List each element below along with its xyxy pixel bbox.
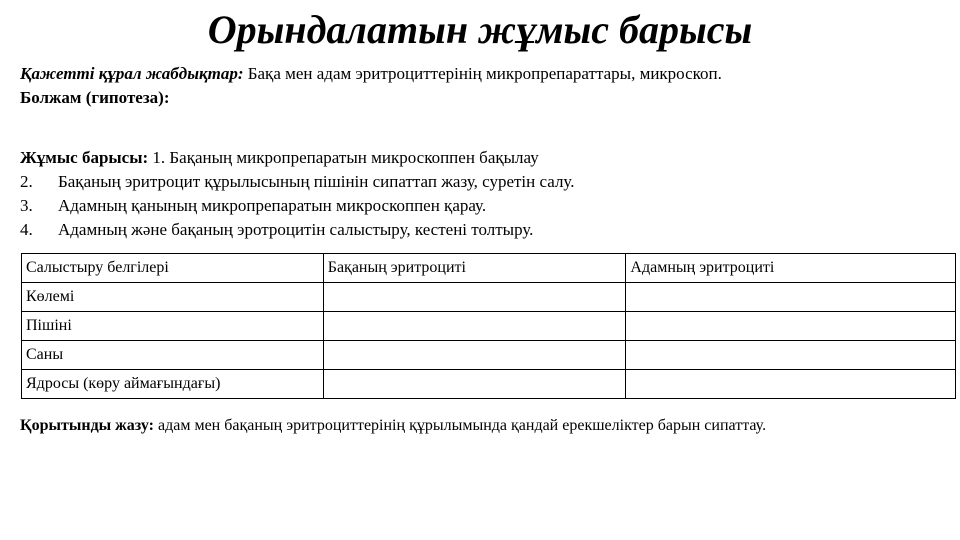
header-cell-frog: Бақаның эритроциті <box>323 254 626 283</box>
frog-cell[interactable] <box>323 312 626 341</box>
hypothesis-line <box>20 86 170 110</box>
frog-cell[interactable] <box>323 370 626 399</box>
procedure-step-4 <box>20 218 533 242</box>
table-header-row <box>22 254 956 283</box>
conclusion-label: Қорытынды жазу: <box>20 417 154 434</box>
row-label: Көлемі <box>22 283 324 312</box>
table-row <box>22 312 956 341</box>
table-row <box>22 370 956 399</box>
equipment-label: Қажетті құрал жабдықтар: <box>20 64 244 83</box>
header-cell-human: Адамның эритроциті <box>626 254 956 283</box>
human-cell[interactable] <box>626 283 956 312</box>
table-row <box>22 283 956 312</box>
row-label: Ядросы (көру аймағындағы) <box>22 370 324 399</box>
comparison-table <box>21 253 956 399</box>
step-number: 2. <box>20 172 33 191</box>
frog-cell[interactable] <box>323 283 626 312</box>
step-number: 3. <box>20 196 33 215</box>
human-cell[interactable] <box>626 312 956 341</box>
conclusion-line <box>20 414 766 438</box>
procedure-label: Жұмыс барысы: <box>20 148 149 167</box>
step-text: Адамның және бақаның эротроцитін салыстыру, кестені толтыру. <box>58 220 534 239</box>
header-cell-criteria: Салыстыру белгілері <box>22 254 324 283</box>
equipment-line <box>20 62 722 86</box>
equipment-text: Бақа мен адам эритроциттерінің микропрепараттары, микроскоп. <box>243 64 722 83</box>
step-text: Бақаның эритроцит құрылысының пішінін сипаттап жазу, суретін салу. <box>58 172 575 191</box>
procedure-step-2 <box>20 170 574 194</box>
hypothesis-label: Болжам (гипотеза): <box>20 88 170 107</box>
procedure-line <box>20 146 539 170</box>
row-label: Саны <box>22 341 324 370</box>
procedure-step-1: 1. Бақаның микропрепаратын микроскоппен бақылау <box>148 148 539 167</box>
human-cell[interactable] <box>626 370 956 399</box>
frog-cell[interactable] <box>323 341 626 370</box>
step-number: 4. <box>20 220 33 239</box>
page-title: Орындалатын жұмыс барысы <box>207 7 753 52</box>
conclusion-text: адам мен бақаның эритроциттерінің құрылымында қандай ерекшеліктер барын сипаттау. <box>153 417 767 434</box>
step-text: Адамның қанының микропрепаратын микроскоппен қарау. <box>58 196 487 215</box>
procedure-step-3 <box>20 194 486 218</box>
human-cell[interactable] <box>626 341 956 370</box>
row-label: Пішіні <box>22 312 324 341</box>
table-row <box>22 341 956 370</box>
